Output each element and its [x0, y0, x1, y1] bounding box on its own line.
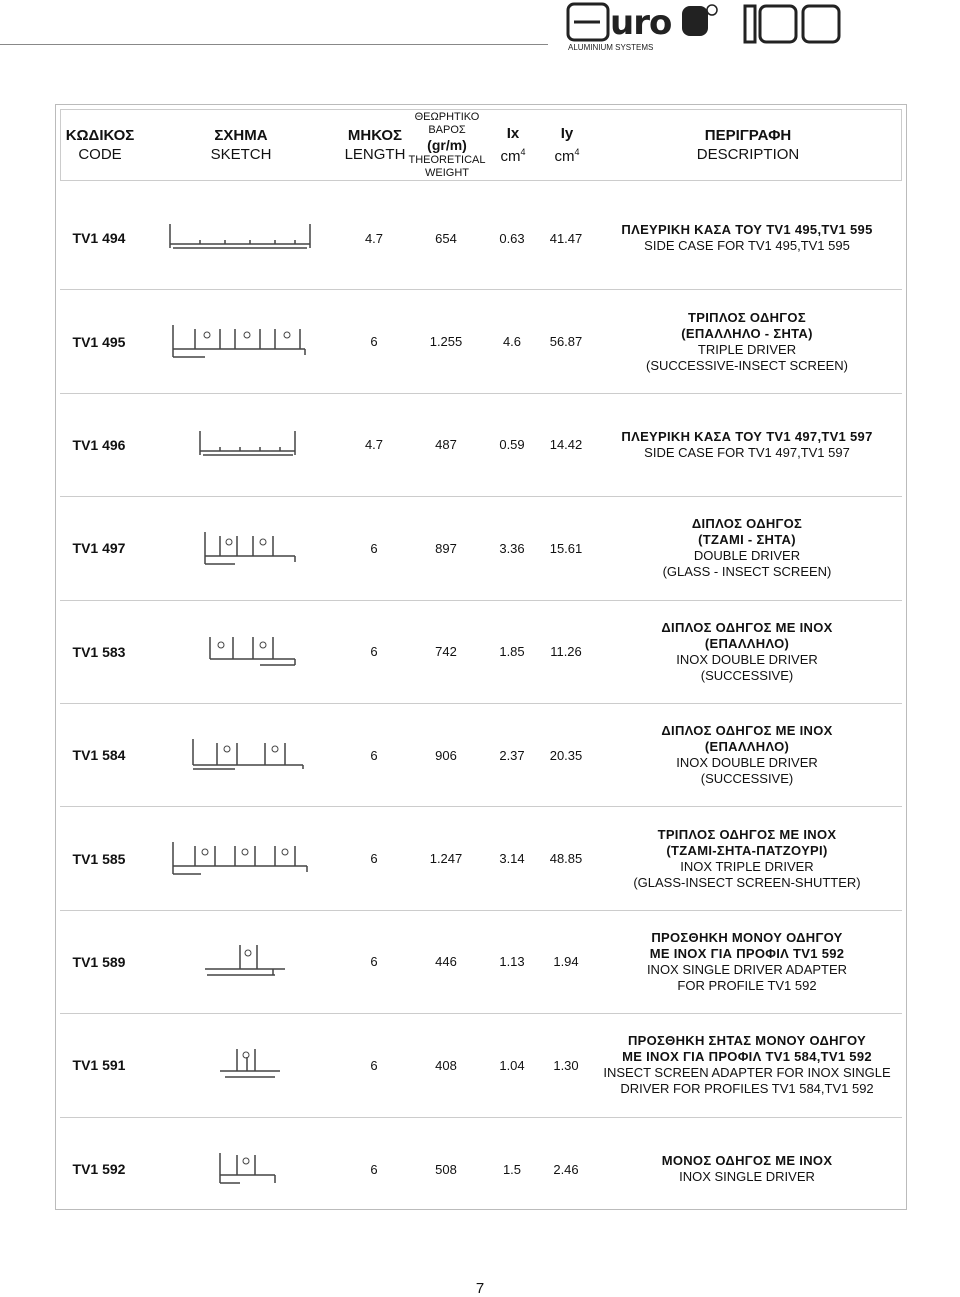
description-gr-2: (ΕΠΑΛΛΗΛΟ): [704, 635, 790, 651]
description-gr-1: ΜΟΝΟΣ ΟΔΗΓΟΣ ΜΕ ΙΝΟΧ: [661, 1153, 833, 1169]
inox-single-driver-icon: [160, 1118, 320, 1221]
iy-unit: cm: [554, 147, 575, 165]
description-gr-1: ΔΙΠΛΟΣ ΟΔΗΓΟΣ ΜΕ ΙΝΟΧ: [661, 723, 833, 739]
row-description: [592, 807, 902, 909]
page-number: 7: [475, 1280, 485, 1297]
row-ix: 4.6: [502, 334, 522, 350]
description-en-2: (SUCCESSIVE-INSECT SCREEN): [645, 357, 848, 373]
desc-header-gr: ΠΕΡΙΓΡΑΦΗ: [704, 126, 792, 144]
row-iy: 20.35: [549, 747, 583, 763]
table-row: [60, 394, 902, 497]
row-ix: 0.59: [499, 437, 525, 453]
row-iy: 1.30: [553, 1057, 579, 1073]
svg-text:uro: uro: [610, 3, 672, 43]
iy-exponent: 4: [574, 146, 580, 157]
row-ix: 1.04: [499, 1057, 525, 1073]
description-gr-1: ΤΡΙΠΛΟΣ ΟΔΗΓΟΣ: [688, 309, 806, 325]
row-ix: 1.13: [499, 954, 525, 970]
col-length: [343, 110, 407, 180]
description-en-2: (GLASS-INSECT SCREEN-SHUTTER): [633, 874, 861, 890]
row-iy: 2.46: [553, 1161, 579, 1177]
ix-unit: cm: [500, 147, 521, 165]
description-gr-1: ΠΛΕΥΡΙΚΗ ΚΑΣΑ ΤΟΥ TV1 495,TV1 595: [621, 222, 873, 238]
description-en-1: INOX SINGLE DRIVER ADAPTER: [646, 961, 848, 977]
row-description: [592, 1014, 902, 1116]
description-en-1: TRIPLE DRIVER: [697, 341, 797, 357]
row-description: [592, 911, 902, 1013]
row-iy: 56.87: [549, 334, 583, 350]
inox-double-driver-icon: [160, 601, 320, 703]
row-description: [592, 290, 902, 392]
description-gr-1: ΠΡΟΣΘΗΚΗ ΜΟΝΟΥ ΟΔΗΓΟΥ: [651, 929, 843, 945]
row-code: TV1 591: [72, 1057, 126, 1074]
col-ix: [487, 110, 539, 180]
description-gr-1: ΔΙΠΛΟΣ ΟΔΗΓΟΣ: [691, 516, 803, 532]
description-gr-2: ΜΕ ΙΝΟΧ ΓΙΑ ΠΡΟΦΙΛ TV1 584,TV1 592: [622, 1049, 872, 1065]
row-ix: 1.85: [499, 644, 525, 660]
profile-table: [60, 109, 902, 1221]
row-weight: 1.255: [429, 334, 463, 350]
brand-tagline: ALUMINIUM SYSTEMS: [568, 43, 654, 52]
row-weight: 408: [435, 1057, 457, 1073]
description-en-1: DOUBLE DRIVER: [693, 548, 801, 564]
row-length: 4.7: [364, 437, 384, 453]
table-row: [60, 1014, 902, 1117]
desc-header-en: DESCRIPTION: [696, 145, 800, 163]
table-row: [60, 704, 902, 807]
table-row: [60, 290, 902, 393]
iy-header: Iy: [560, 124, 574, 142]
row-description: [592, 1118, 902, 1221]
insect-screen-adapter-icon: [160, 1014, 320, 1116]
col-weight: [407, 110, 487, 180]
row-code: TV1 496: [72, 436, 126, 453]
row-iy: 1.94: [553, 954, 579, 970]
code-header-en: CODE: [78, 145, 122, 163]
table-row: [60, 911, 902, 1014]
inox-double-driver-wide-icon: [160, 704, 320, 806]
row-ix: 0.63: [499, 230, 525, 246]
col-description: [593, 110, 903, 180]
ix-exponent: 4: [520, 146, 526, 157]
row-length: 6: [370, 954, 378, 970]
row-weight: 906: [435, 747, 457, 763]
description-en-1: INOX DOUBLE DRIVER: [676, 755, 818, 771]
weight-header-l1: ΘΕΩΡΗΤΙΚΟ: [414, 110, 480, 123]
row-ix: 3.36: [499, 540, 525, 556]
table-body: [60, 187, 902, 1221]
weight-header-en1: THEORETICAL: [408, 153, 486, 166]
row-iy: 11.26: [550, 644, 582, 660]
row-length: 6: [370, 540, 378, 556]
description-en-2: FOR PROFILE TV1 592: [677, 977, 817, 993]
description-gr-1: ΠΛΕΥΡΙΚΗ ΚΑΣΑ ΤΟΥ TV1 497,TV1 597: [621, 428, 873, 444]
row-weight: 487: [435, 437, 457, 453]
length-header-gr: ΜΗΚΟΣ: [347, 126, 403, 144]
row-code: TV1 584: [72, 747, 126, 764]
description-gr-2: (ΤΖΑΜΙ-ΣΗΤΑ-ΠΑΤΖΟΥΡΙ): [666, 842, 828, 858]
row-ix: 2.37: [499, 747, 525, 763]
row-iy: 15.61: [549, 540, 583, 556]
row-description: [592, 497, 902, 599]
table-row: [60, 1118, 902, 1221]
description-en-1: SIDE CASE FOR TV1 497,TV1 597: [644, 444, 850, 460]
row-code: TV1 592: [72, 1161, 126, 1178]
length-header-en: LENGTH: [344, 145, 406, 163]
row-iy: 48.85: [549, 851, 583, 867]
col-sketch: [161, 110, 321, 180]
description-gr-1: ΔΙΠΛΟΣ ΟΔΗΓΟΣ ΜΕ ΙΝΟΧ: [661, 619, 833, 635]
inox-triple-driver-icon: [160, 807, 320, 909]
ix-header: Ix: [506, 124, 520, 142]
row-description: [592, 187, 902, 289]
row-iy: 14.42: [549, 437, 583, 453]
triple-driver-icon: [160, 290, 320, 392]
row-length: 6: [370, 851, 378, 867]
single-driver-adapter-icon: [160, 911, 320, 1013]
row-weight: 446: [435, 954, 457, 970]
row-weight: 1.247: [429, 851, 463, 867]
row-weight: 742: [435, 644, 457, 660]
row-code: TV1 495: [72, 333, 126, 350]
row-code: TV1 494: [72, 230, 126, 247]
description-en-1: INOX TRIPLE DRIVER: [680, 858, 814, 874]
side-case-wide-icon: [160, 187, 320, 289]
description-en-2: DRIVER FOR PROFILES TV1 584,TV1 592: [620, 1081, 874, 1097]
weight-header-unit: (gr/m): [427, 136, 467, 153]
row-weight: 654: [435, 230, 457, 246]
weight-header-en2: WEIGHT: [425, 166, 469, 179]
description-gr-1: ΠΡΟΣΘΗΚΗ ΣΗΤΑΣ ΜΟΝΟΥ ΟΔΗΓΟΥ: [627, 1033, 867, 1049]
sketch-header-en: SKETCH: [210, 145, 272, 163]
row-ix: 3.14: [499, 851, 525, 867]
description-gr-2: (ΤΖΑΜΙ - ΣΗΤΑ): [698, 532, 796, 548]
description-en-1: INOX DOUBLE DRIVER: [676, 651, 818, 667]
table-row: [60, 601, 902, 704]
brand-logo: [560, 0, 960, 54]
header-rule: [0, 44, 548, 45]
description-en-1: INSECT SCREEN ADAPTER FOR INOX SINGLE: [603, 1065, 891, 1081]
row-ix: 1.5: [502, 1161, 522, 1177]
description-en-2: (GLASS - INSECT SCREEN): [662, 564, 832, 580]
row-description: [592, 704, 902, 806]
col-iy: [541, 110, 593, 180]
table-header: [60, 109, 902, 181]
table-row: [60, 187, 902, 290]
description-en-1: INOX SINGLE DRIVER: [679, 1169, 815, 1185]
description-gr-2: (ΕΠΑΛΛΗΛΟ): [704, 739, 790, 755]
description-gr-1: ΤΡΙΠΛΟΣ ΟΔΗΓΟΣ ΜΕ ΙΝΟΧ: [657, 826, 837, 842]
row-description: [592, 601, 902, 703]
side-case-narrow-icon: [160, 394, 320, 496]
sketch-header-gr: ΣΧΗΜΑ: [214, 126, 268, 144]
row-weight: 508: [435, 1161, 457, 1177]
description-en-2: (SUCCESSIVE): [700, 771, 794, 787]
description-en-1: SIDE CASE FOR TV1 495,TV1 595: [644, 238, 850, 254]
description-gr-2: (ΕΠΑΛΛΗΛΟ - ΣΗΤΑ): [681, 325, 813, 341]
row-length: 6: [370, 1161, 378, 1177]
row-code: TV1 589: [72, 953, 126, 970]
row-length: 6: [370, 644, 378, 660]
description-gr-2: ΜΕ ΙΝΟΧ ΓΙΑ ΠΡΟΦΙΛ TV1 592: [649, 945, 845, 961]
row-iy: 41.47: [549, 230, 583, 246]
row-length: 6: [370, 1057, 378, 1073]
row-description: [592, 394, 902, 496]
table-row: [60, 497, 902, 600]
code-header-gr: ΚΩΔΙΚΟΣ: [65, 126, 135, 144]
weight-header-l2: ΒΑΡΟΣ: [428, 123, 466, 136]
row-code: TV1 585: [72, 850, 126, 867]
description-en-2: (SUCCESSIVE): [700, 667, 794, 683]
table-row: [60, 807, 902, 910]
row-length: 6: [370, 334, 378, 350]
row-weight: 897: [435, 540, 457, 556]
row-code: TV1 583: [72, 643, 126, 660]
double-driver-icon: [160, 497, 320, 599]
row-code: TV1 497: [72, 540, 126, 557]
col-code: [61, 110, 139, 180]
row-length: 4.7: [364, 230, 384, 246]
row-length: 6: [370, 747, 378, 763]
